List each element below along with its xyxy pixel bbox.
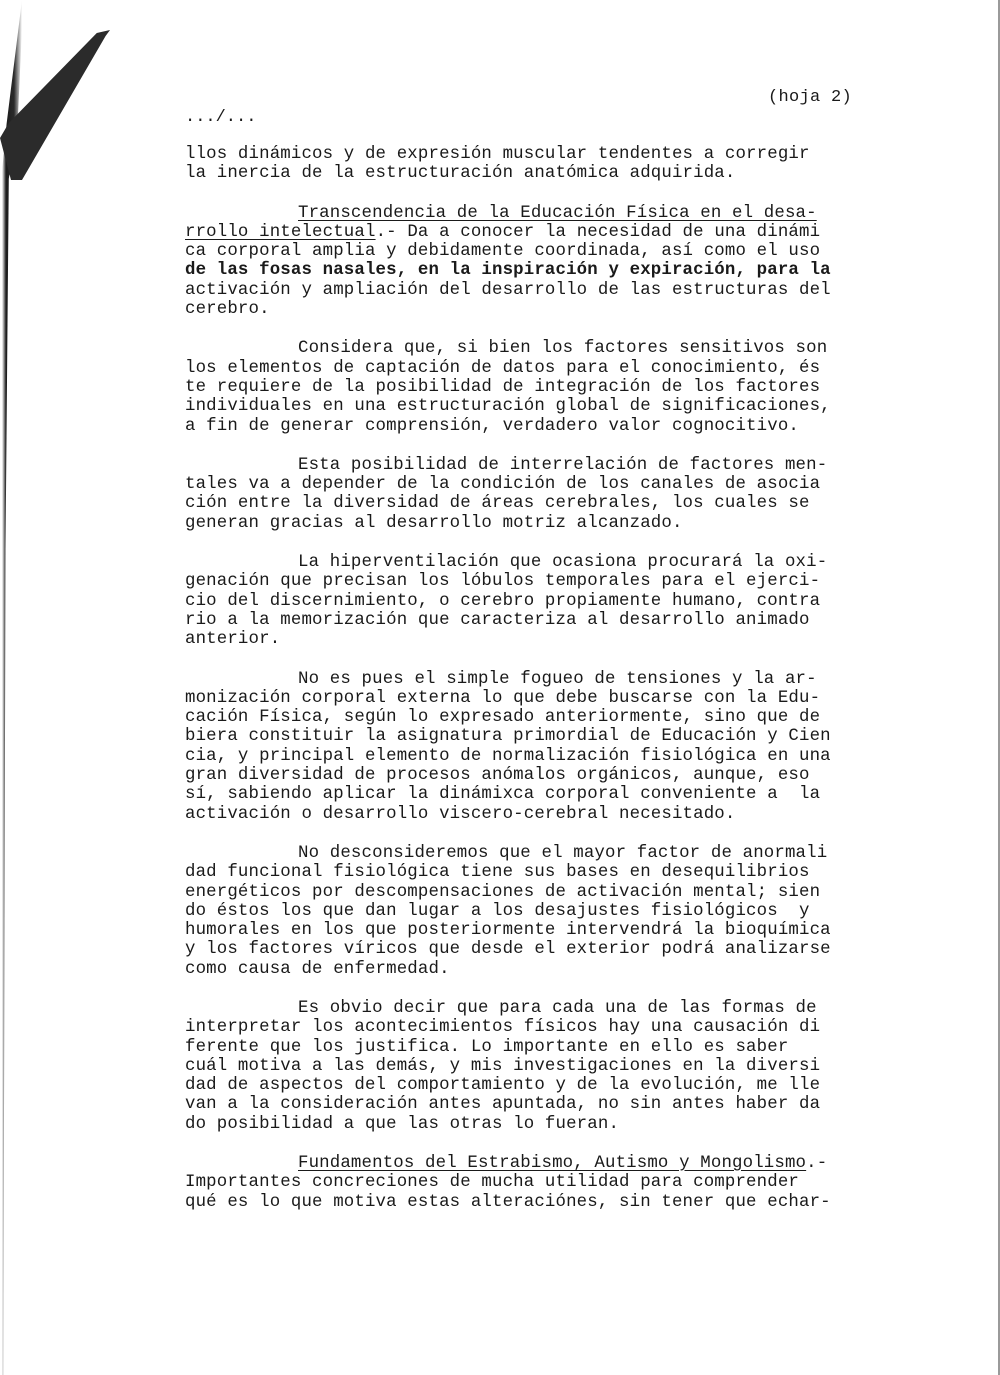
text-line: genación que precisan los lóbulos temporales para el ejerci- bbox=[185, 572, 821, 592]
text-line: do posibilidad a que las otras lo fueran. bbox=[185, 1114, 620, 1134]
paragraph bbox=[185, 670, 925, 824]
text-line: activación o desarrollo viscero-cerebral necesitado. bbox=[185, 804, 736, 824]
continuation-mark: .../... bbox=[185, 108, 257, 127]
text-line: cación Física, según lo expresado anteriormente, sino que de bbox=[185, 708, 821, 728]
paragraph bbox=[185, 553, 925, 649]
paragraph bbox=[185, 1154, 925, 1212]
text-line bbox=[185, 223, 925, 242]
text-line: Considera que, si bien los factores sensitivos son bbox=[298, 339, 828, 359]
paragraph bbox=[185, 145, 925, 184]
text-line: monización corporal externa lo que debe buscarse con la Edu- bbox=[185, 688, 821, 708]
text-line: ción entre la diversidad de áreas cerebrales, los cuales se bbox=[185, 494, 810, 514]
text-line: cuál motiva a las demás, y mis investigaciones en la diversi bbox=[185, 1056, 821, 1076]
paragraph bbox=[185, 456, 925, 533]
text-line: No es pues el simple fogueo de tensiones y la ar- bbox=[298, 669, 817, 689]
text-line: humorales en los que posteriormente intervendrá la bioquímica bbox=[185, 921, 831, 941]
text-line: individuales en una estructuración global de significaciones, bbox=[185, 397, 831, 417]
text-line: te requiere de la posibilidad de integración de los factores bbox=[185, 377, 821, 397]
text-line: anterior. bbox=[185, 630, 281, 650]
text-line: rio a la memorización que caracteriza al desarrollo animado bbox=[185, 610, 810, 630]
section-heading bbox=[185, 1154, 925, 1173]
text-line: interpretar los acontecimientos físicos hay una causación di bbox=[185, 1018, 821, 1038]
heading-trailing-text: .- Da a conocer la necesidad de una dinámi bbox=[375, 222, 821, 242]
section-heading-cont: rrollo intelectual bbox=[185, 222, 376, 242]
text-line: Importantes concreciones de mucha utilidad para comprender bbox=[185, 1173, 799, 1193]
paragraph bbox=[185, 844, 925, 979]
text-line: llos dinámicos y de expresión muscular tendentes a corregir bbox=[185, 145, 810, 164]
text-line: biera constituir la asignatura primordial de Educación y Cien bbox=[185, 727, 831, 747]
document-body bbox=[185, 145, 925, 1212]
text-line: dad de aspectos del comportamiento y de la evolución, me lle bbox=[185, 1076, 821, 1096]
text-line: de las fosas nasales, en la inspiración y expiración, para la bbox=[185, 261, 831, 281]
text-line: a fin de generar comprensión, verdadero valor cognocitivo. bbox=[185, 416, 799, 436]
text-line: ferente que los justifica. Lo importante en ello es saber bbox=[185, 1037, 789, 1057]
section-heading-text: Fundamentos del Estrabismo, Autismo y Mongolismo bbox=[298, 1154, 807, 1174]
text-line: energéticos por descompensaciones de activación mental; sien bbox=[185, 882, 821, 902]
text-line: activación y ampliación del desarrollo de las estructuras del bbox=[185, 280, 831, 300]
text-line: No desconsideremos que el mayor factor de anormali bbox=[298, 843, 828, 863]
text-line: gran diversidad de procesos anómalos orgánicos, aunque, eso bbox=[185, 766, 810, 786]
text-line: sí, sabiendo aplicar la dinámixca corporal conveniente a la bbox=[185, 785, 821, 805]
text-line: Es obvio decir que para cada una de las formas de bbox=[298, 998, 817, 1018]
section-heading-text: Transcendencia de la Educación Física en el desa- bbox=[298, 203, 817, 223]
text-line: generan gracias al desarrollo motriz alcanzado. bbox=[185, 513, 683, 533]
text-line: ca corporal amplia y debidamente coordinada, así como el uso bbox=[185, 242, 821, 262]
text-line: van a la consideración antes apuntada, no sin antes haber da bbox=[185, 1095, 821, 1115]
paragraph bbox=[185, 204, 925, 320]
text-line: la inercia de la estructuración anatómica adquirida. bbox=[185, 164, 736, 184]
text-line: cio del discernimiento, o cerebro propiamente humano, contra bbox=[185, 591, 821, 611]
page-number-label: (hoja 2) bbox=[768, 88, 853, 107]
text-line: cia, y principal elemento de normalización fisiológica en una bbox=[185, 746, 831, 766]
text-line: dad funcional fisiológica tiene sus bases en desequilibrios bbox=[185, 863, 810, 883]
paragraph bbox=[185, 339, 925, 435]
text-line: qué es lo que motiva estas alteraciónes, sin tener que echar- bbox=[185, 1192, 831, 1212]
text-line: y los factores víricos que desde el exterior podrá analizarse bbox=[185, 940, 831, 960]
text-line: como causa de enfermedad. bbox=[185, 959, 450, 979]
text-line: La hiperventilación que ocasiona procurará la oxi- bbox=[298, 553, 828, 573]
text-line: tales va a depender de la condición de los canales de asocia bbox=[185, 475, 821, 495]
paragraph bbox=[185, 999, 925, 1134]
scan-left-shadow bbox=[0, 0, 22, 1375]
text-line: los elementos de captación de datos para el conocimiento, és bbox=[185, 358, 821, 378]
heading-trailing-text: .- bbox=[806, 1154, 828, 1174]
text-line: Esta posibilidad de interrelación de factores men- bbox=[298, 455, 828, 475]
text-line: do éstos los que dan lugar a los desajustes fisiológicos y bbox=[185, 901, 810, 921]
text-line: cerebro. bbox=[185, 300, 270, 320]
section-heading bbox=[185, 204, 925, 223]
